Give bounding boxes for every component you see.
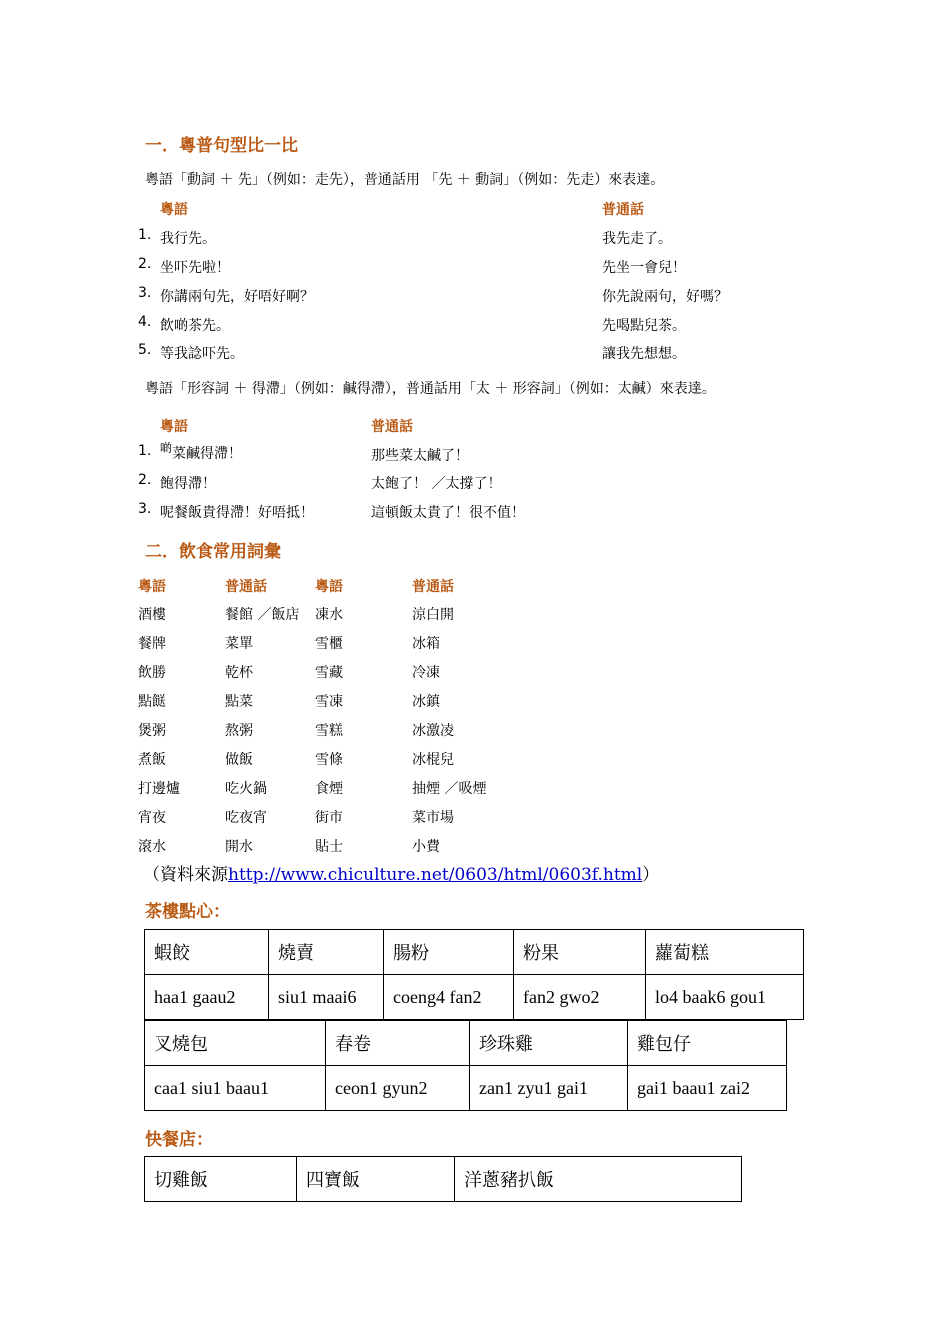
- vocab-cantonese: 雪藏: [315, 665, 343, 681]
- vocab-header-pu: 普通話: [412, 579, 454, 595]
- vocab-mandarin: 冰棍兒: [412, 752, 454, 768]
- vocab-cantonese: 雪凍: [315, 694, 343, 710]
- dish-romanization: haa1 gaau2: [145, 975, 269, 1020]
- cantonese-sentence: 我行先。: [160, 231, 216, 247]
- vocab-header-yue: 粵語: [315, 579, 343, 595]
- vocab-mandarin: 點菜: [225, 694, 253, 710]
- fastfood-table: [144, 1156, 742, 1202]
- dish-name: 燒賣: [269, 930, 384, 975]
- table-row: [145, 1021, 787, 1066]
- vocab-cantonese: 打邊爐: [138, 781, 180, 797]
- dish-romanization: caa1 siu1 baau1: [145, 1066, 326, 1111]
- vocab-cantonese: 雪櫃: [315, 636, 343, 652]
- cantonese-sentence: 飽得滯！: [160, 476, 216, 492]
- vocab-mandarin: 小費: [412, 839, 440, 855]
- vocab-mandarin: 菜市場: [412, 810, 454, 826]
- section1-intro1: 粵語「動詞 ＋ 先」（例如：走先），普通話用 「先 ＋ 動詞」（例如：先走）來表達。: [145, 172, 665, 188]
- sentence-number: 1.: [138, 443, 152, 459]
- vocab-cantonese: 宵夜: [138, 810, 166, 826]
- table-row: [145, 1066, 787, 1111]
- table2-header-yue: 粵語: [160, 419, 188, 435]
- vocab-cantonese: 飲勝: [138, 665, 166, 681]
- dish-name: 腸粉: [384, 930, 514, 975]
- cantonese-sentence: 呢餐飯貴得滯！好唔抵！: [160, 505, 314, 521]
- dish-name: 蝦餃: [145, 930, 269, 975]
- vocab-mandarin: 冰箱: [412, 636, 440, 652]
- table-row: [145, 975, 804, 1020]
- cantonese-sentence: 你講兩句先，好唔好啊？: [160, 289, 314, 305]
- source-prefix: （資料來源: [143, 865, 228, 885]
- vocab-mandarin: 乾杯: [225, 665, 253, 681]
- source-link[interactable]: http://www.chiculture.net/0603/html/0603f.html: [228, 865, 643, 885]
- dish-name: 叉燒包: [145, 1021, 326, 1066]
- vocab-header-pu: 普通話: [225, 579, 267, 595]
- vocab-cantonese: 雪條: [315, 752, 343, 768]
- cantonese-sentence-text: 菜鹹得滯！: [172, 446, 243, 462]
- vocab-cantonese: 餐牌: [138, 636, 166, 652]
- dimsum-table-2: [144, 1020, 787, 1111]
- vocab-cantonese: 酒樓: [138, 607, 166, 623]
- vocab-mandarin: 冰激凌: [412, 723, 454, 739]
- fastfood-title: 快餐店：: [145, 1130, 213, 1150]
- sentence-number: 5.: [138, 342, 152, 358]
- sentence-number: 1.: [138, 227, 152, 243]
- sentence-number: 3.: [138, 501, 152, 517]
- dish-name: 蘿蔔糕: [646, 930, 804, 975]
- vocab-mandarin: 吃火鍋: [225, 781, 267, 797]
- source-citation: [143, 860, 659, 885]
- mandarin-sentence: 太飽了！ ／太撐了！: [371, 476, 502, 492]
- vocab-mandarin: 冰鎮: [412, 694, 440, 710]
- vocab-mandarin: 做飯: [225, 752, 253, 768]
- mandarin-sentence: 我先走了。: [602, 231, 672, 247]
- vocab-cantonese: 凍水: [315, 607, 343, 623]
- dish-romanization: gai1 baau1 zai2: [628, 1066, 787, 1111]
- cantonese-sentence: 飲啲茶先。: [160, 318, 230, 334]
- vocab-mandarin: 涼白開: [412, 607, 454, 623]
- mandarin-sentence: 先坐一會兒！: [602, 260, 686, 276]
- table-row: [145, 1157, 742, 1202]
- mandarin-sentence: 讓我先想想。: [602, 346, 686, 362]
- sentence-number: 3.: [138, 285, 152, 301]
- dish-romanization: siu1 maai6: [269, 975, 384, 1020]
- cantonese-sentence: 等我諗吓先。: [160, 346, 244, 362]
- table2-header-pu: 普通話: [371, 419, 413, 435]
- vocab-mandarin: 吃夜宵: [225, 810, 267, 826]
- vocab-header-yue: 粵語: [138, 579, 166, 595]
- vocab-mandarin: 冷凍: [412, 665, 440, 681]
- dish-name: 洋蔥豬扒飯: [455, 1157, 742, 1202]
- dish-name: 雞包仔: [628, 1021, 787, 1066]
- dish-romanization: lo4 baak6 gou1: [646, 975, 804, 1020]
- table1-header-yue: 粵語: [160, 202, 188, 218]
- cantonese-sentence: [160, 443, 242, 463]
- dish-name: 粉果: [514, 930, 646, 975]
- sentence-number: 4.: [138, 314, 152, 330]
- vocab-cantonese: 煲粥: [138, 723, 166, 739]
- section1-intro2: 粵語「形容詞 ＋ 得滯」（例如：鹹得滯），普通話用「太 ＋ 形容詞」（例如：太鹹）來表達。: [145, 381, 716, 397]
- superscript-char: 啲: [160, 441, 173, 455]
- vocab-cantonese: 貼士: [315, 839, 343, 855]
- vocab-cantonese: 雪糕: [315, 723, 343, 739]
- table1-header-pu: 普通話: [602, 202, 644, 218]
- vocab-cantonese: 點餸: [138, 694, 166, 710]
- vocab-mandarin: 菜單: [225, 636, 253, 652]
- sentence-number: 2.: [138, 256, 152, 272]
- dish-name: 四寶飯: [297, 1157, 455, 1202]
- dimsum-title: 茶樓點心：: [145, 902, 230, 922]
- vocab-cantonese: 滾水: [138, 839, 166, 855]
- dish-romanization: zan1 zyu1 gai1: [470, 1066, 628, 1111]
- cantonese-sentence: 坐吓先啦！: [160, 260, 230, 276]
- dish-romanization: fan2 gwo2: [514, 975, 646, 1020]
- dish-name: 春卷: [326, 1021, 470, 1066]
- dish-romanization: ceon1 gyun2: [326, 1066, 470, 1111]
- dish-romanization: coeng4 fan2: [384, 975, 514, 1020]
- vocab-cantonese: 街市: [315, 810, 343, 826]
- section2-title: 二．飲食常用詞彙: [145, 542, 281, 562]
- sentence-number: 2.: [138, 472, 152, 488]
- vocab-mandarin: 抽煙 ／吸煙: [412, 781, 487, 797]
- vocab-mandarin: 餐館 ／飯店: [225, 607, 300, 623]
- mandarin-sentence: 你先說兩句，好嗎？: [602, 289, 728, 305]
- table-row: [145, 930, 804, 975]
- mandarin-sentence: 這頓飯太貴了！很不值！: [371, 505, 525, 521]
- vocab-mandarin: 熬粥: [225, 723, 253, 739]
- dimsum-table-1: [144, 929, 804, 1020]
- section1-title: 一．粵普句型比一比: [145, 136, 298, 156]
- vocab-cantonese: 食煙: [315, 781, 343, 797]
- mandarin-sentence: 那些菜太鹹了！: [371, 448, 469, 464]
- dish-name: 切雞飯: [145, 1157, 297, 1202]
- dish-name: 珍珠雞: [470, 1021, 628, 1066]
- vocab-mandarin: 開水: [225, 839, 253, 855]
- mandarin-sentence: 先喝點兒茶。: [602, 318, 686, 334]
- source-suffix: ）: [642, 865, 660, 885]
- vocab-cantonese: 煮飯: [138, 752, 166, 768]
